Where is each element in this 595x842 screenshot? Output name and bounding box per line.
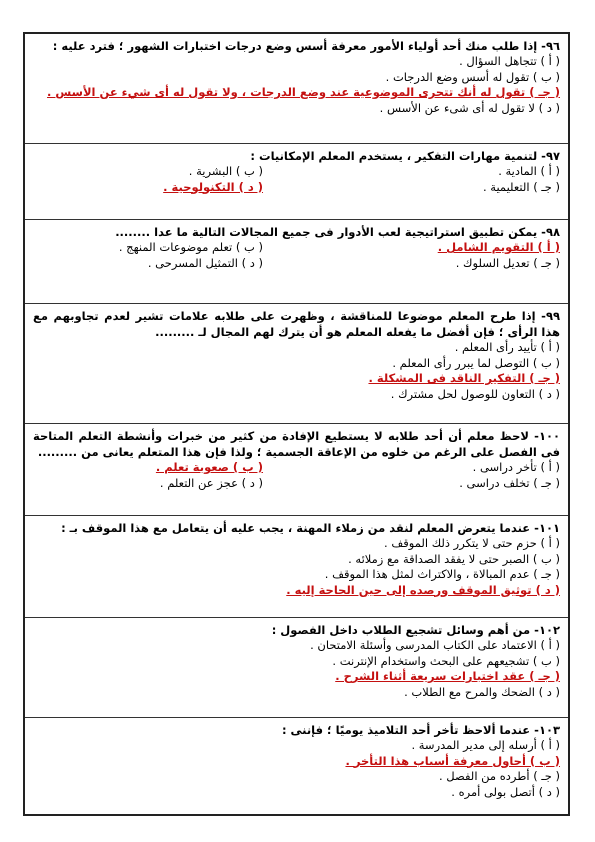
option-a: ( أ ) أرسله إلى مدير المدرسة .	[411, 738, 560, 752]
question-stem: ٩٧- لتنمية مهارات التفكير ، يستخدم المعلم الإمكانيات :	[250, 149, 560, 163]
option-d: ( د ) الضحك والمرح مع الطلاب .	[404, 684, 560, 699]
option-b: ( ب ) تعلم موضوعات المنهج .	[118, 240, 263, 254]
option-c: ( جـ ) تخلف دراسى .	[459, 475, 560, 490]
option-d: ( د ) أتصل بولى أمره .	[451, 784, 560, 799]
option-b-correct: ( ب ) أحاول معرفة أسباب هذا التأخر .	[345, 753, 560, 768]
question-stem: ١٠٣- عندما ألاحظ تأخر أحد التلاميذ يوميًا ؛ فإننى :	[281, 723, 560, 737]
option-a: ( أ ) تتجاهل السؤال .	[459, 54, 560, 68]
option-d: ( د ) التمثيل المسرحى .	[147, 255, 263, 270]
worksheet-page	[23, 32, 570, 816]
option-c: ( جـ ) تعديل السلوك .	[455, 255, 560, 270]
option-d-correct: ( د ) توثيق الموقف ورصده إلى حين الحاجة إليه .	[286, 582, 560, 597]
option-a: ( أ ) الاعتماد على الكتاب المدرسى وأسئلة الامتحان .	[310, 638, 560, 652]
question-stem: ٩٩- إذا طرح المعلم موضوعا للمناقشة ، وظهرت على طلابه علامات تشير لعدم تجاوبهم مع هذا الرأى ؛ فإن أفضل ما يفعله المعلم هو أن يترك لهم المجال لـ .........	[33, 309, 560, 339]
question-103	[25, 718, 568, 814]
question-stem: ٩٦- إذا طلب منك أحد أولياء الأمور معرفة أسس وضع درجات اختبارات الشهور ؛ فترد عليه :	[52, 39, 560, 53]
option-a: ( أ ) المادية .	[498, 164, 560, 178]
question-stem: ١٠١- عندما يتعرض المعلم لنقد من زملاء المهنة ، يجب عليه أن يتعامل مع هذا الموقف بـ :	[61, 521, 560, 535]
option-c-correct: ( جـ ) عقد اختبارات سريعة أثناء الشرح .	[335, 669, 560, 683]
option-d: ( د ) لا تقول له أى شىء عن الأسس .	[379, 100, 560, 115]
question-97	[25, 144, 568, 220]
question-98	[25, 220, 568, 304]
option-a-correct: ( أ ) التقويم الشامل .	[437, 240, 560, 254]
option-b: ( ب ) الصبر حتى لا يفقد الصداقة مع زملائه .	[348, 551, 560, 566]
question-96	[25, 34, 568, 144]
option-b-correct: ( ب ) صعوبة تعلم .	[155, 460, 263, 474]
option-d-correct: ( د ) التكنولوجية .	[163, 179, 263, 194]
option-a: ( أ ) تأييد رأى المعلم .	[454, 340, 560, 354]
question-102	[25, 618, 568, 718]
question-stem: ١٠٠- لاحظ معلم أن أحد طلابه لا يستطيع الإفادة من كثير من خبرات وأنشطة التعلم المتاحة فى الفصل على الرغم من خلوه من الإعاقة الجسمية ؛ ولذا فإن هذا المتعلم يعانى من .........	[33, 429, 560, 459]
option-c-correct: ( جـ ) التفكير الناقد فى المشكلة .	[368, 371, 560, 385]
question-101	[25, 516, 568, 618]
option-c: ( جـ ) عدم المبالاة ، والاكتراث لمثل هذا الموقف .	[324, 567, 560, 581]
question-99	[25, 304, 568, 424]
option-b: ( ب ) تقول له أسس وضع الدرجات .	[385, 69, 560, 84]
option-b: ( ب ) تشجيعهم على البحث واستخدام الإنترنت .	[332, 653, 560, 668]
option-d: ( د ) عجز عن التعلم .	[159, 475, 263, 490]
option-b: ( ب ) التوصل لما يبرر رأى المعلم .	[392, 355, 560, 370]
option-c: ( جـ ) أطرده من الفصل .	[439, 769, 560, 783]
option-c: ( جـ ) التعليمية .	[482, 179, 560, 194]
question-stem: ١٠٢- من أهم وسائل تشجيع الطلاب داخل الفصول :	[271, 623, 560, 637]
option-a: ( أ ) تأخر دراسى .	[472, 460, 560, 474]
question-stem: ٩٨- يمكن تطبيق استراتيجية لعب الأدوار فى جميع المجالات التالية ما عدا ........	[115, 225, 560, 239]
option-a: ( أ ) حزم حتى لا يتكرر ذلك الموقف .	[384, 536, 560, 550]
question-100	[25, 424, 568, 516]
option-b: ( ب ) البشرية .	[188, 164, 263, 178]
option-d: ( د ) التعاون للوصول لحل مشترك .	[390, 386, 560, 401]
option-c-correct: ( جـ ) تقول له أنك تتحرى الموضوعية عند وضع الدرجات ، ولا تقول له أى شيء عن الأسس .	[47, 85, 560, 99]
